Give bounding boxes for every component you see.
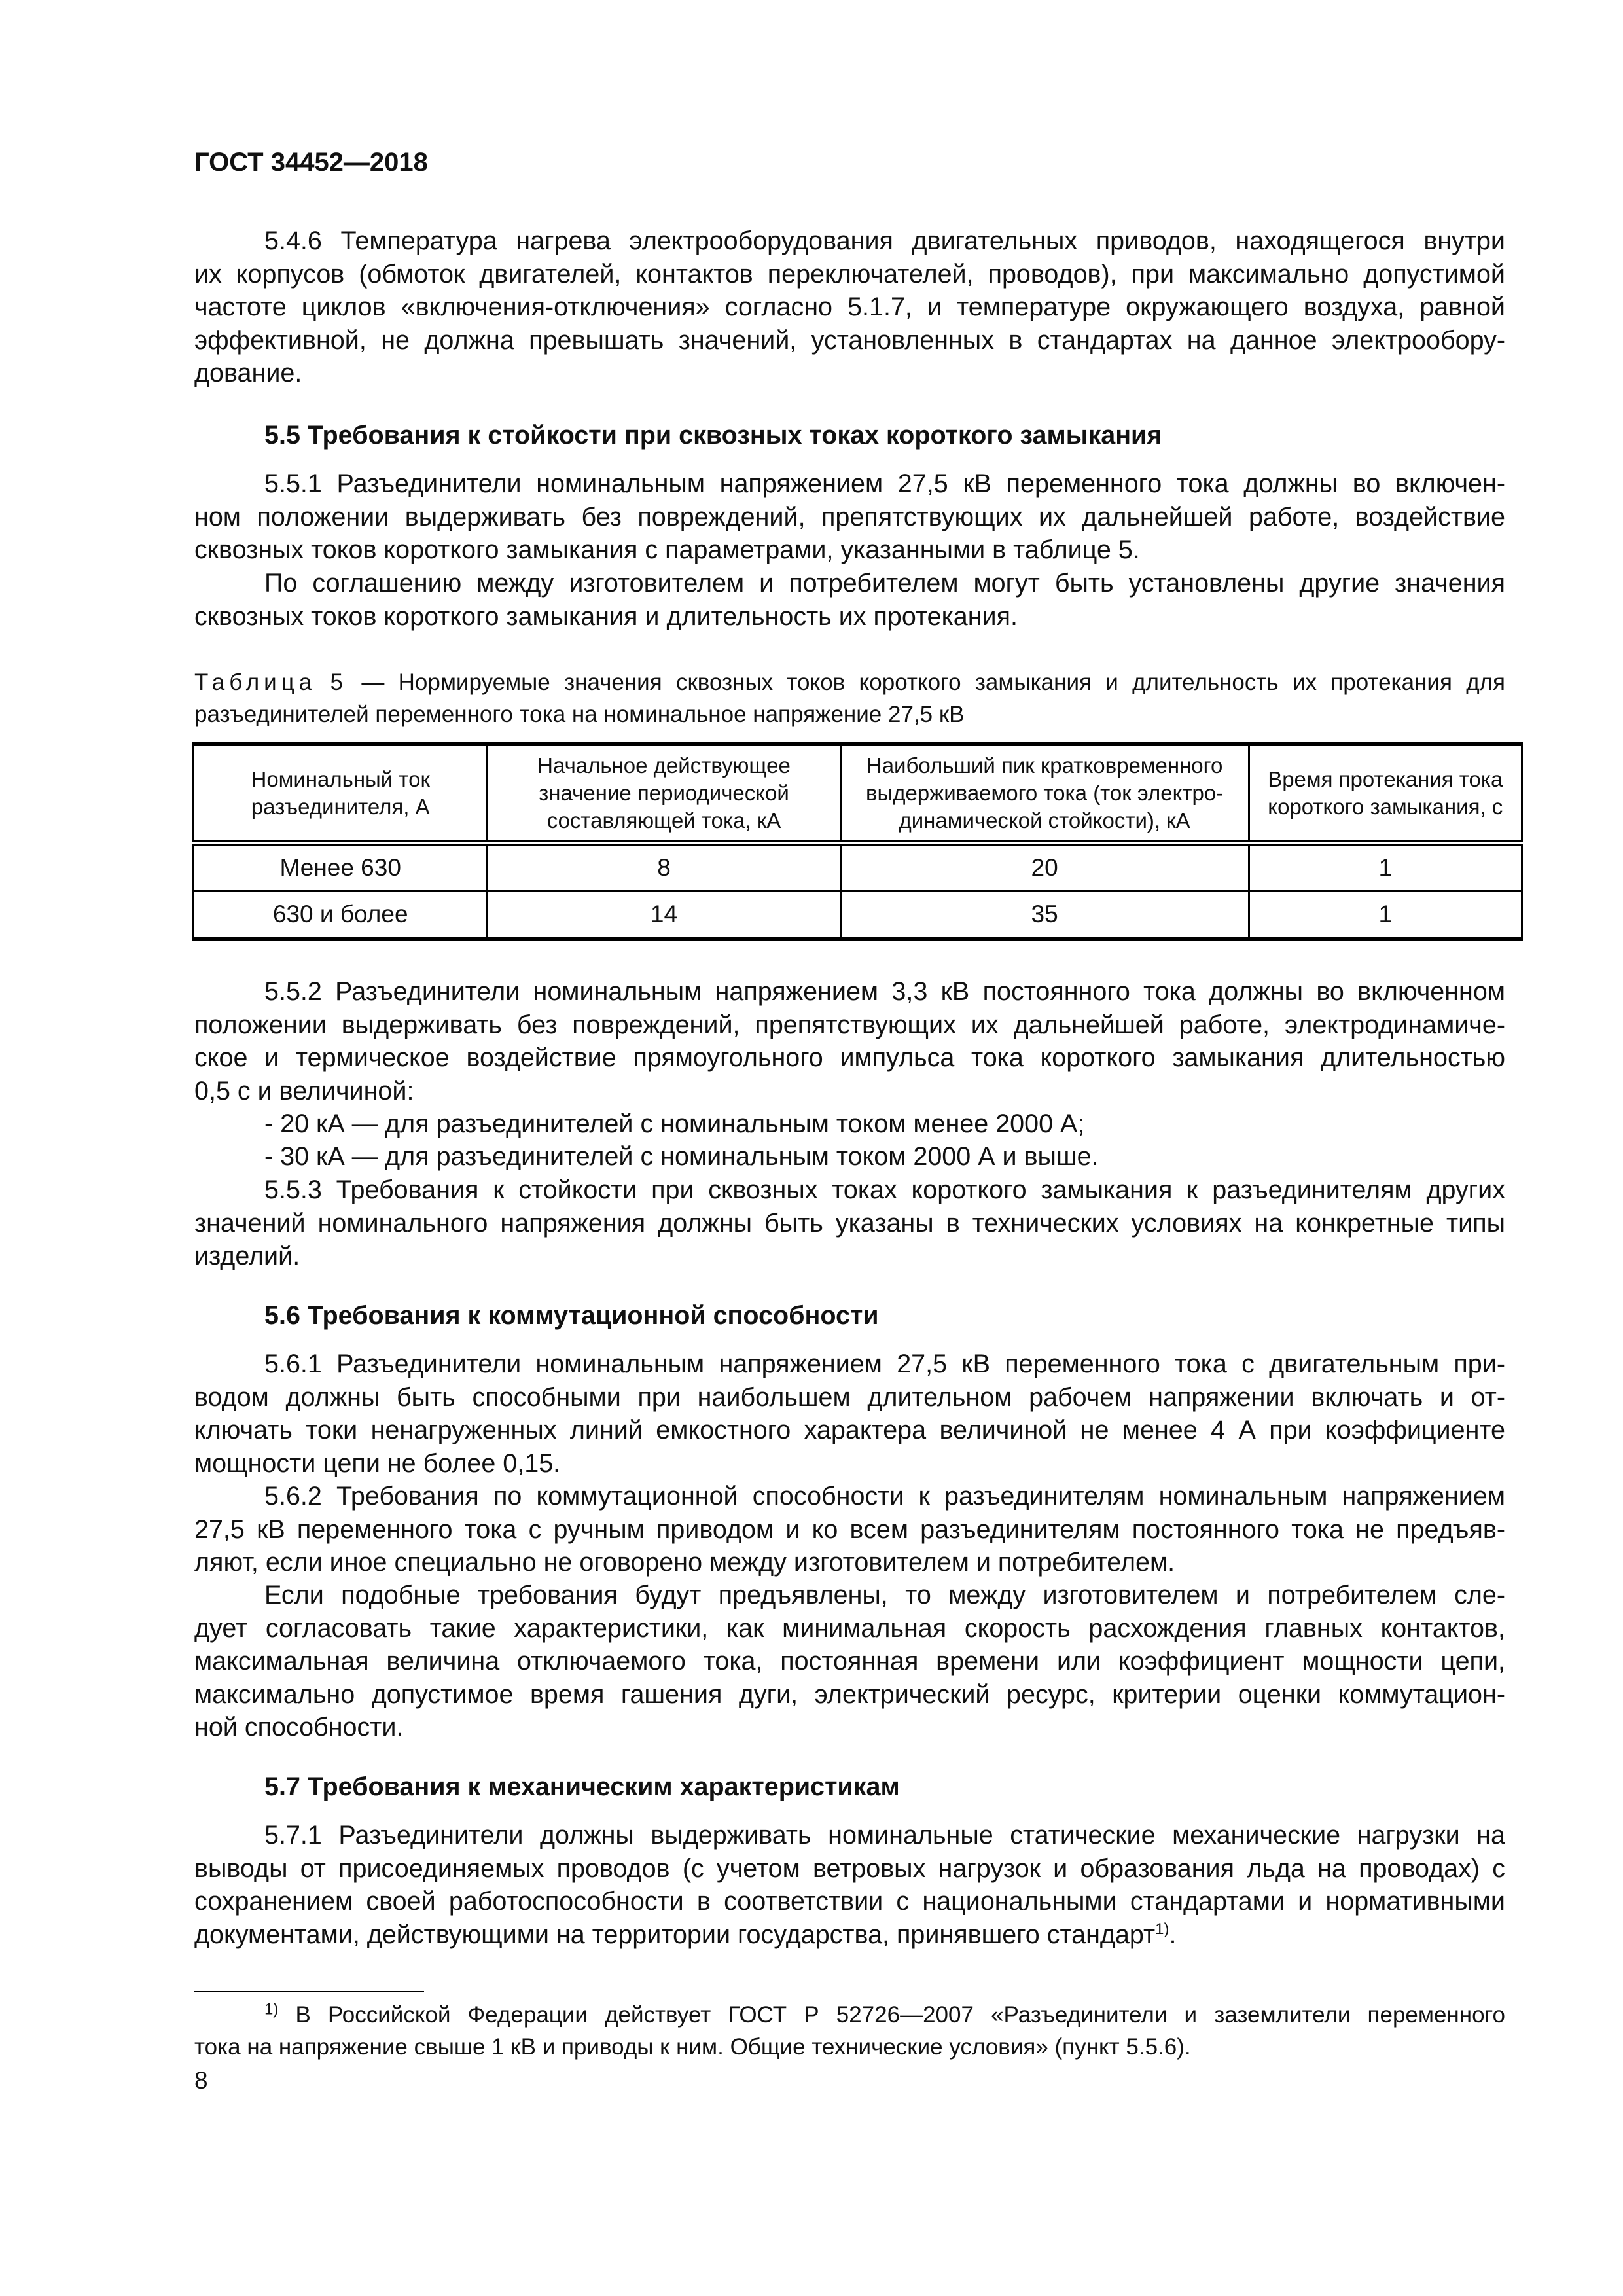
text-line: ной способности. <box>194 1713 404 1742</box>
heading-5-5: 5.5 Требования к стойкости при сквозных токах короткого замыкания <box>264 421 1162 450</box>
paragraph-5-5-1 <box>194 467 1505 567</box>
table-row <box>194 843 1522 891</box>
text-line: максимально допустимое время гашения дуги, электрический ресурс, критерии оценки коммутацион- <box>194 1679 1505 1709</box>
paragraph-5-6-1 <box>194 1348 1505 1480</box>
caption-number: 5 <box>330 670 348 695</box>
text-line: выводы от присоединяемых проводов (с учетом ветровых нагрузок и образования льда на проводах) с <box>194 1854 1505 1883</box>
text-line: сквозных токов короткого замыкания и длительность их протекания. <box>194 601 1018 631</box>
paragraph-5-5-3 <box>194 1174 1505 1273</box>
paragraph-agreement <box>194 567 1505 633</box>
text-line: - 20 кА — для разъединителей с номинальным током менее 2000 А; <box>264 1109 1085 1138</box>
paragraph-5-7-1 <box>194 1819 1505 1951</box>
text-line: 5.5.2 Разъединители номинальным напряжением 3,3 кВ постоянного тока должны во включенном <box>264 977 1505 1006</box>
text-line: 0,5 с и величиной: <box>194 1076 414 1105</box>
text-line: дует согласовать такие характеристики, как минимальная скорость расхождения главных контактов, <box>194 1613 1505 1643</box>
caption-label: Таблица <box>194 670 317 695</box>
caption-text-2: разъединителей переменного тока на номинальное напряжение 27,5 кВ <box>194 702 965 727</box>
text-line: 5.6.1 Разъединители номинальным напряжением 27,5 кВ переменного тока с двигательным при- <box>264 1350 1505 1378</box>
header-cell: Время протекания тока короткого замыкания, с <box>1249 744 1522 844</box>
text-line: мощности цепи не более 0,15. <box>194 1448 561 1478</box>
paragraph-5-7-1-last-line: документами, действующими на территории государства, принявшего стандарт$^{1)}$. <box>194 1920 1177 1949</box>
footnote <box>194 1999 1505 2063</box>
header-cell: Начальное действующее значение периодической составляющей тока, кА <box>488 744 840 844</box>
text-line: 5.5.1 Разъединители номинальным напряжением 27,5 кВ переменного тока должны во включен- <box>264 469 1505 498</box>
table-cell: 1 <box>1249 843 1522 891</box>
heading-5-7: 5.7 Требования к механическим характеристикам <box>264 1772 900 1801</box>
text-line: ном положении выдерживать без повреждений, препятствующих их дальнейшей работе, воздействие <box>194 502 1505 531</box>
table-row <box>194 891 1522 939</box>
text-line: ляют, если иное специально не оговорено между изготовителем и потребителем. <box>194 1548 1175 1577</box>
document-header: ГОСТ 34452—2018 <box>194 148 428 177</box>
header-cell: Наибольший пик кратковременного выдерживаемого тока (ток электро- динамической стойкости), кА <box>840 744 1249 844</box>
footnote-line-2: тока на напряжение свыше 1 кВ и приводы к ним. Общие технические условия» (пункт 5.5.6). <box>194 2034 1191 2060</box>
text-line: 27,5 кВ переменного тока с ручным приводом и ко всем разъединителям постоянного тока не предъяв- <box>194 1515 1505 1544</box>
text-line: 5.6.2 Требования по коммутационной способности к разъединителям номинальным напряжением <box>264 1482 1505 1511</box>
paragraph-5-6-2 <box>194 1480 1505 1579</box>
table-cell: 14 <box>488 891 840 939</box>
text-line: 5.4.6 Температура нагрева электрооборудования двигательных приводов, находящегося внутри <box>264 226 1505 255</box>
text-line: 5.7.1 Разъединители должны выдерживать номинальные статические механические нагрузки на <box>264 1821 1505 1850</box>
text-line: максимальная величина отключаемого тока, постоянная времени или коэффициент мощности цепи, <box>194 1647 1505 1676</box>
text-line: - 30 кА — для разъединителей с номинальным током 2000 А и выше. <box>264 1142 1099 1171</box>
text-line: 5.5.3 Требования к стойкости при сквозных токах короткого замыкания к разъединителям других <box>264 1175 1505 1204</box>
footnote-divider <box>194 1991 424 1992</box>
heading-5-6: 5.6 Требования к коммутационной способности <box>264 1301 879 1330</box>
page-number: 8 <box>194 2067 208 2094</box>
text-line: эффективной, не должна превышать значений, установленных в стандартах на данное электрообору- <box>194 325 1505 355</box>
table-5 <box>192 742 1523 941</box>
list-item-30ka <box>194 1140 1505 1174</box>
text-line: их корпусов (обмоток двигателей, контактов переключателей, проводов), при максимально допустимой <box>194 259 1505 289</box>
text-line: положении выдерживать без повреждений, препятствующих их дальнейшей работе, электродинамиче- <box>194 1010 1505 1039</box>
text-line: дование. <box>194 359 302 387</box>
footnote-line-1: $^{1)}$ В Российской Федерации действует ГОСТ Р 52726—2007 «Разъединители и заземлители переменного <box>264 2000 1505 2028</box>
table-cell: 35 <box>840 891 1249 939</box>
table-cell: 20 <box>840 843 1249 891</box>
list-item-20ka <box>194 1107 1505 1141</box>
text-line: частоте циклов «включения-отключения» согласно 5.1.7, и температуре окружающего воздуха, равной <box>194 293 1505 321</box>
table-cell: 1 <box>1249 891 1522 939</box>
text-line: сквозных токов короткого замыкания с параметрами, указанными в таблице 5. <box>194 535 1140 564</box>
text-line: водом должны быть способными при наибольшем длительном рабочем напряжении включать и от- <box>194 1382 1505 1412</box>
table-caption <box>194 666 1505 730</box>
text-line: По соглашению между изготовителем и потребителем могут быть установлены другие значения <box>264 569 1505 598</box>
paragraph-5-5-2 <box>194 975 1505 1107</box>
text-line: ское и термическое воздействие прямоугольного импульса тока короткого замыкания длительностью <box>194 1043 1505 1072</box>
text-line: ключать токи ненагруженных линий емкостного характера величиной не менее 4 А при коэффициенте <box>194 1416 1505 1444</box>
table-cell: Менее 630 <box>194 843 488 891</box>
table-cell: 630 и более <box>194 891 488 939</box>
paragraph-if-required <box>194 1579 1505 1744</box>
text-line: сохранением своей работоспособности в соответствии с национальными стандартами и нормативными <box>194 1887 1505 1916</box>
header-cell: Номинальный ток разъединителя, А <box>194 744 488 844</box>
footnote-ref[interactable]: 1) <box>1155 1920 1169 1938</box>
caption-text: — Нормируемые значения сквозных токов короткого замыкания и длительность их протекания для <box>361 670 1506 695</box>
paragraph-5-4-6 <box>194 224 1505 390</box>
text-line: изделий. <box>194 1242 300 1270</box>
text-line: Если подобные требования будут предъявлены, то между изготовителем и потребителем сле- <box>264 1581 1505 1609</box>
paragraph-5-7-1-lines <box>194 1819 1505 1918</box>
table-cell: 8 <box>488 843 840 891</box>
text-line: значений номинального напряжения должны быть указаны в технических условиях на конкретные типы <box>194 1208 1505 1238</box>
table-header-row <box>194 744 1522 844</box>
